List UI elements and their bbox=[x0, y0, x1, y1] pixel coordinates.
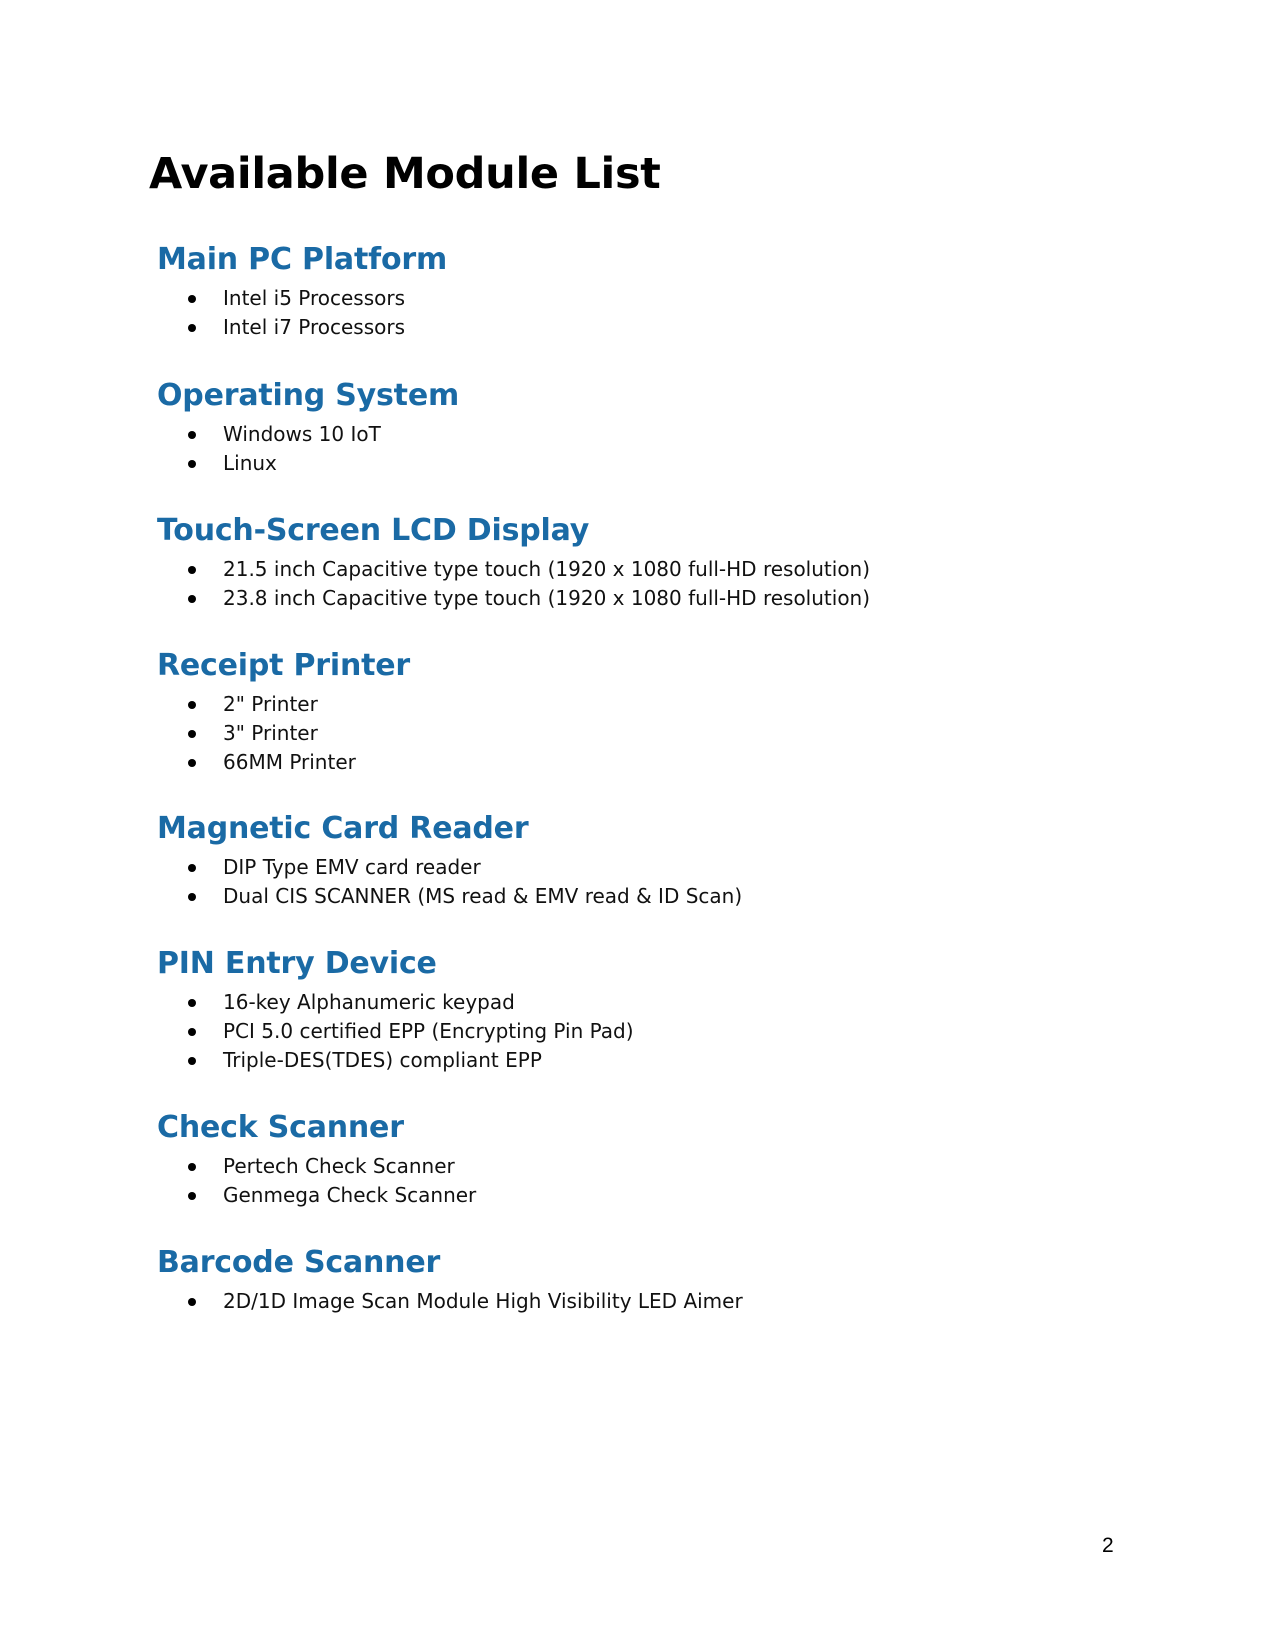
bullet-icon bbox=[188, 460, 196, 468]
section-heading: Barcode Scanner bbox=[157, 1245, 441, 1280]
list-item bbox=[157, 1152, 1157, 1181]
list-item bbox=[157, 584, 1157, 613]
section-heading: Operating System bbox=[157, 378, 460, 413]
section-check-scanner bbox=[157, 1108, 1157, 1210]
list-item bbox=[157, 313, 1157, 342]
list-item bbox=[157, 719, 1157, 748]
list-item bbox=[157, 1181, 1157, 1210]
bullet-icon bbox=[188, 759, 196, 767]
bullet-icon bbox=[188, 1057, 196, 1065]
bullet-icon bbox=[188, 999, 196, 1007]
list-item-text: 2" Printer bbox=[223, 692, 318, 716]
item-list bbox=[157, 284, 1157, 342]
page-title: Available Module List bbox=[149, 149, 661, 199]
list-item bbox=[157, 1287, 1157, 1316]
bullet-icon bbox=[188, 701, 196, 709]
list-item-text: Dual CIS SCANNER (MS read & EMV read & ID Scan) bbox=[223, 884, 743, 908]
list-item bbox=[157, 748, 1157, 777]
bullet-icon bbox=[188, 1298, 196, 1306]
list-item-text: 21.5 inch Capacitive type touch (1920 x 1080 full-HD resolution) bbox=[223, 557, 871, 581]
list-item-text: 66MM Printer bbox=[223, 750, 356, 774]
list-item bbox=[157, 988, 1157, 1017]
section-receipt-printer bbox=[157, 646, 1157, 777]
section-heading: Magnetic Card Reader bbox=[157, 811, 529, 846]
item-list bbox=[157, 555, 1157, 613]
item-list bbox=[157, 420, 1157, 478]
list-item bbox=[157, 555, 1157, 584]
bullet-icon bbox=[188, 1028, 196, 1036]
bullet-icon bbox=[188, 1192, 196, 1200]
section-heading: Touch-Screen LCD Display bbox=[157, 513, 590, 548]
section-main-pc-platform bbox=[157, 240, 1157, 342]
section-barcode-scanner bbox=[157, 1243, 1157, 1316]
bullet-icon bbox=[188, 324, 196, 332]
list-item bbox=[157, 284, 1157, 313]
list-item-text: Genmega Check Scanner bbox=[223, 1183, 477, 1207]
list-item-text: Linux bbox=[223, 451, 277, 475]
page-number: 2 bbox=[1102, 1534, 1114, 1557]
bullet-icon bbox=[188, 295, 196, 303]
item-list bbox=[157, 1287, 1157, 1316]
section-operating-system bbox=[157, 376, 1157, 478]
list-item bbox=[157, 882, 1157, 911]
list-item bbox=[157, 1017, 1157, 1046]
section-heading: Main PC Platform bbox=[157, 242, 448, 277]
list-item-text: 3" Printer bbox=[223, 721, 318, 745]
section-heading: Receipt Printer bbox=[157, 648, 411, 683]
list-item-text: DIP Type EMV card reader bbox=[223, 855, 481, 879]
item-list bbox=[157, 690, 1157, 777]
item-list bbox=[157, 988, 1157, 1075]
list-item bbox=[157, 690, 1157, 719]
list-item-text: Windows 10 IoT bbox=[223, 422, 381, 446]
list-item-text: Pertech Check Scanner bbox=[223, 1154, 455, 1178]
bullet-icon bbox=[188, 864, 196, 872]
section-heading: Check Scanner bbox=[157, 1110, 404, 1145]
list-item-text: 16-key Alphanumeric keypad bbox=[223, 990, 515, 1014]
bullet-icon bbox=[188, 566, 196, 574]
list-item-text: Intel i7 Processors bbox=[223, 315, 406, 339]
list-item-text: Intel i5 Processors bbox=[223, 286, 406, 310]
bullet-icon bbox=[188, 431, 196, 439]
list-item-text: Triple-DES(TDES) compliant EPP bbox=[223, 1048, 542, 1072]
section-pin-entry-device bbox=[157, 944, 1157, 1075]
list-item-text: 23.8 inch Capacitive type touch (1920 x 1080 full-HD resolution) bbox=[223, 586, 871, 610]
section-magnetic-card-reader bbox=[157, 809, 1157, 911]
item-list bbox=[157, 853, 1157, 911]
list-item bbox=[157, 853, 1157, 882]
list-item-text: PCI 5.0 certified EPP (Encrypting Pin Pad) bbox=[223, 1019, 634, 1043]
bullet-icon bbox=[188, 893, 196, 901]
section-heading: PIN Entry Device bbox=[157, 946, 437, 981]
bullet-icon bbox=[188, 730, 196, 738]
section-touch-screen-lcd-display bbox=[157, 511, 1157, 613]
list-item bbox=[157, 420, 1157, 449]
list-item bbox=[157, 1046, 1157, 1075]
list-item-text: 2D/1D Image Scan Module High Visibility LED Aimer bbox=[223, 1289, 743, 1313]
bullet-icon bbox=[188, 1163, 196, 1171]
bullet-icon bbox=[188, 595, 196, 603]
item-list bbox=[157, 1152, 1157, 1210]
list-item bbox=[157, 449, 1157, 478]
